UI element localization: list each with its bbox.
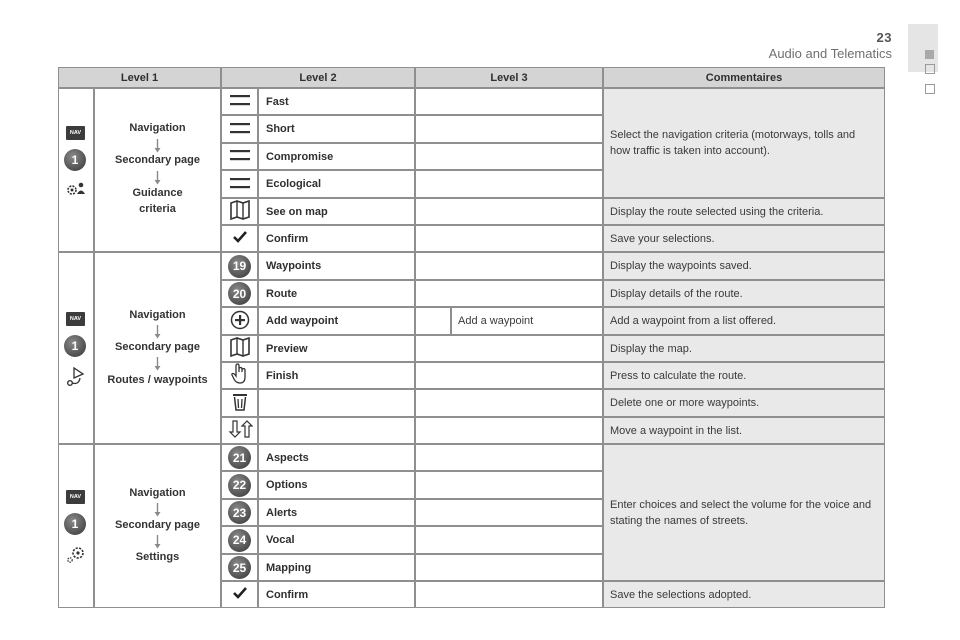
flow-arrow-icon: [154, 503, 161, 522]
flow-arrow-icon: [154, 535, 161, 554]
gear-person-icon: [65, 180, 87, 205]
row-label: Compromise: [258, 143, 415, 170]
level3-cell: [415, 252, 603, 280]
row-icon-cell: [221, 307, 258, 335]
row-label: Vocal: [258, 526, 415, 554]
page-number: 23: [876, 30, 892, 45]
step-badge-cell: [221, 526, 258, 554]
row-comment: Delete one or more waypoints.: [603, 389, 885, 417]
flow-step: Guidance: [132, 187, 183, 199]
step-number-badge: 21: [228, 446, 251, 469]
header-level-2: Level 2: [221, 67, 415, 88]
step-badge-cell: [221, 554, 258, 581]
tab-marker-active: [925, 50, 934, 59]
level3-cell: [415, 280, 603, 307]
row-comment: Display the waypoints saved.: [603, 252, 885, 280]
row-label: Fast: [258, 88, 415, 115]
route-flag-icon: [65, 366, 87, 393]
step-number-badge: 1: [64, 335, 86, 357]
row-icon-cell: [221, 198, 258, 225]
row-icon-cell: [221, 143, 258, 170]
flow-step: Routes / waypoints: [107, 374, 208, 386]
row-label: Alerts: [258, 499, 415, 526]
level3-cell: [415, 499, 603, 526]
flow-arrow-icon: [154, 325, 161, 344]
map-icon: [229, 200, 251, 223]
nav-button-icon: NAV: [66, 312, 85, 326]
row-comment: Press to calculate the route.: [603, 362, 885, 389]
group-level1-criteria: [94, 88, 221, 252]
level3-cell: [415, 198, 603, 225]
comment-settings: Enter choices and select the volume for the voice and stating the names of streets.: [603, 444, 885, 581]
dash-icon: [228, 93, 252, 110]
step-number-badge: 22: [228, 474, 251, 497]
row-label: Short: [258, 115, 415, 143]
flow-step: Navigation: [129, 309, 186, 321]
level3-text: Add a waypoint: [451, 307, 603, 335]
step-number-badge: 20: [228, 282, 251, 305]
nav-button-icon: NAV: [66, 490, 85, 504]
row-icon-cell: [221, 170, 258, 198]
row-label: Options: [258, 471, 415, 499]
map-icon: [229, 337, 251, 360]
trash-icon: [231, 392, 249, 415]
row-comment: Save the selections adopted.: [603, 581, 885, 608]
row-label: [258, 417, 415, 444]
header-level-1: Level 1: [58, 67, 221, 88]
level3-cell: [415, 170, 603, 198]
tab-marker: [925, 64, 935, 74]
flow-step: Secondary page: [115, 154, 200, 166]
section-title: Audio and Telematics: [768, 46, 892, 61]
step-badge-cell: [221, 471, 258, 499]
dash-icon: [228, 148, 252, 165]
row-label: Preview: [258, 335, 415, 362]
level3-cell: [415, 143, 603, 170]
step-number-badge: 25: [228, 556, 251, 579]
hand-icon: [230, 363, 250, 388]
row-label: [258, 389, 415, 417]
step-number-badge: 19: [228, 255, 251, 278]
row-label: Confirm: [258, 581, 415, 608]
flow-step: Navigation: [129, 487, 186, 499]
level3-cell: [415, 581, 603, 608]
check-icon: [233, 587, 247, 602]
row-comment: Save your selections.: [603, 225, 885, 252]
level3-cell: [415, 335, 603, 362]
step-badge-cell: [221, 252, 258, 280]
plus-icon: [230, 310, 250, 333]
gear-small-icon: [65, 544, 87, 569]
row-label: Ecological: [258, 170, 415, 198]
flow-step: Secondary page: [115, 519, 200, 531]
step-number-badge: 1: [64, 149, 86, 171]
row-comment: Display the map.: [603, 335, 885, 362]
row-label: Mapping: [258, 554, 415, 581]
row-icon-cell: [221, 335, 258, 362]
level3-cell: [415, 417, 603, 444]
row-label: Route: [258, 280, 415, 307]
flow-arrow-icon: [154, 357, 161, 376]
step-number-badge: 24: [228, 529, 251, 552]
step-number-badge: 1: [64, 513, 86, 535]
row-label: Aspects: [258, 444, 415, 471]
row-label: Add waypoint: [258, 307, 415, 335]
header-comments: Commentaires: [603, 67, 885, 88]
row-icon-cell: [221, 225, 258, 252]
level3-cell: [415, 225, 603, 252]
level3-cell: [415, 88, 603, 115]
level3-cell: [415, 554, 603, 581]
row-icon-cell: [221, 389, 258, 417]
comment-criteria: Select the navigation criteria (motorways, tolls and how traffic is taken into account).: [603, 88, 885, 198]
check-icon: [233, 231, 247, 246]
row-icon-cell: [221, 362, 258, 389]
step-number-badge: 23: [228, 501, 251, 524]
level3-cell: [415, 115, 603, 143]
step-badge-cell: [221, 280, 258, 307]
flow-arrow-icon: [154, 139, 161, 158]
row-label: See on map: [258, 198, 415, 225]
row-icon-cell: [221, 417, 258, 444]
row-label: Confirm: [258, 225, 415, 252]
row-label: Waypoints: [258, 252, 415, 280]
nav-button-icon: NAV: [66, 126, 85, 140]
level3-cell: [415, 389, 603, 417]
step-badge-cell: [221, 499, 258, 526]
flow-arrow-icon: [154, 171, 161, 190]
dash-icon: [228, 176, 252, 193]
row-label: Finish: [258, 362, 415, 389]
flow-step: Secondary page: [115, 341, 200, 353]
step-badge-cell: [221, 444, 258, 471]
row-icon-cell: [221, 581, 258, 608]
level3-cell: [415, 444, 603, 471]
flow-step: Settings: [135, 551, 180, 563]
flow-step: Navigation: [129, 122, 186, 134]
level3-cell: [415, 362, 603, 389]
level3-spacer: [415, 307, 451, 335]
level3-cell: [415, 526, 603, 554]
flow-step: criteria: [139, 203, 176, 215]
row-comment: Display the route selected using the criteria.: [603, 198, 885, 225]
row-comment: Display details of the route.: [603, 280, 885, 307]
move-icon: [227, 419, 253, 442]
row-comment: Add a waypoint from a list offered.: [603, 307, 885, 335]
dash-icon: [228, 121, 252, 138]
header-level-3: Level 3: [415, 67, 603, 88]
row-icon-cell: [221, 115, 258, 143]
level3-cell: [415, 471, 603, 499]
tab-marker: [925, 84, 935, 94]
row-comment: Move a waypoint in the list.: [603, 417, 885, 444]
row-icon-cell: [221, 88, 258, 115]
